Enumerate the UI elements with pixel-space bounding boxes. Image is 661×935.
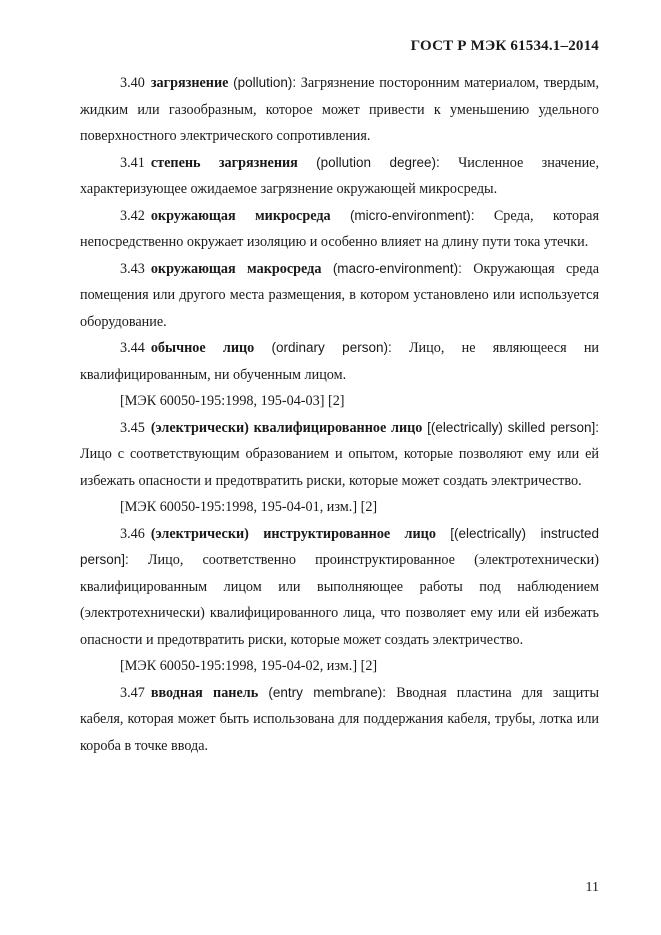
entry-number: 3.47 [120, 684, 145, 701]
entry-reference: [МЭК 60050-195:1998, 195-04-02, изм.] [2] [120, 658, 378, 674]
entry-number: 3.40 [120, 75, 145, 91]
entry-number: 3.45 [120, 419, 145, 436]
entry-english: (macro-environment): [332, 260, 462, 276]
entry-number: 3.46 [120, 525, 145, 542]
entry-definition: Вводная пластина для защиты кабеля, которая может быть использована для поддержания кабеля, трубы, лотка или короба в точке ввода. [80, 684, 600, 754]
entry-term: вводная панель [150, 684, 259, 701]
entry-english: (ordinary person): [271, 340, 392, 355]
entry-definition: Загрязнение посторонним материалом, твердым, жидким или газообразным, которое может привести к уменьшению удельного поверхностного электрического сопротивления. [80, 75, 600, 144]
entry-definition: Численное значение, характеризующее ожидаемое загрязнение окружающей микросреды. [80, 154, 600, 197]
entry-3-46 [80, 521, 599, 654]
entry-english: (micro-environment): [349, 207, 475, 223]
entry-definition: Лицо с соответствующим образованием и опытом, которые позволяют ему или ей избежать опасности и предотвратить риски, которые может создать электричество. [80, 446, 599, 489]
entry-term: степень загрязнения [150, 154, 298, 171]
entry-term: (электрически) квалифицированное лицо [150, 419, 423, 436]
entry-english: (entry membrane): [268, 684, 387, 700]
page-number: 11 [585, 880, 599, 895]
entry-term: (электрически) инструктированное лицо [150, 525, 436, 542]
entry-number: 3.43 [120, 260, 145, 277]
entry-definition: Лицо, не являющееся ни квалифицированным, ни обученным лицом. [80, 340, 600, 383]
entry-english: (pollution degree): [316, 154, 440, 170]
entry-term: обычное лицо [150, 340, 255, 356]
entry-term: окружающая макросреда [150, 260, 322, 277]
document-body [80, 70, 599, 759]
entry-number: 3.44 [120, 340, 145, 356]
entry-reference: [МЭК 60050-195:1998, 195-04-01, изм.] [2] [120, 499, 378, 515]
entry-english: [(electrically) skilled person]: [427, 419, 599, 435]
entry-3-41 [80, 150, 599, 203]
entry-3-44 [80, 335, 599, 388]
entry-definition: Среда, которая непосредственно окружает изоляцию и особенно влияет на длину пути тока утечки. [80, 207, 599, 250]
entry-3-45 [80, 415, 599, 495]
entry-term: окружающая микросреда [150, 207, 331, 224]
entry-number: 3.41 [120, 154, 145, 171]
entry-3-47 [80, 680, 599, 760]
entry-3-43 [80, 256, 599, 336]
document-header: ГОСТ Р МЭК 61534.1–2014 [410, 38, 599, 54]
entry-3-40 [80, 70, 599, 150]
entry-english: (pollution): [233, 75, 297, 90]
entry-reference: [МЭК 60050-195:1998, 195-04-03] [2] [120, 393, 345, 409]
entry-number: 3.42 [120, 207, 145, 224]
entry-definition: Окружающая среда помещения или другого места размещения, в котором установлено или используется оборудование. [80, 260, 600, 330]
entry-definition: Лицо, соответственно проинструктированное (электротехнически) квалифицированным лицом или выполняющее работы под наблюдением (электротехнически) квалифицированного лица, что позволяет ему или ей избежать опасности и предотвратить риски, которые может создать электричество. [80, 552, 600, 648]
entry-term: загрязнение [150, 75, 229, 91]
entry-3-42 [80, 203, 599, 256]
entry-english: [(electrically) instructed person]: [80, 525, 599, 567]
